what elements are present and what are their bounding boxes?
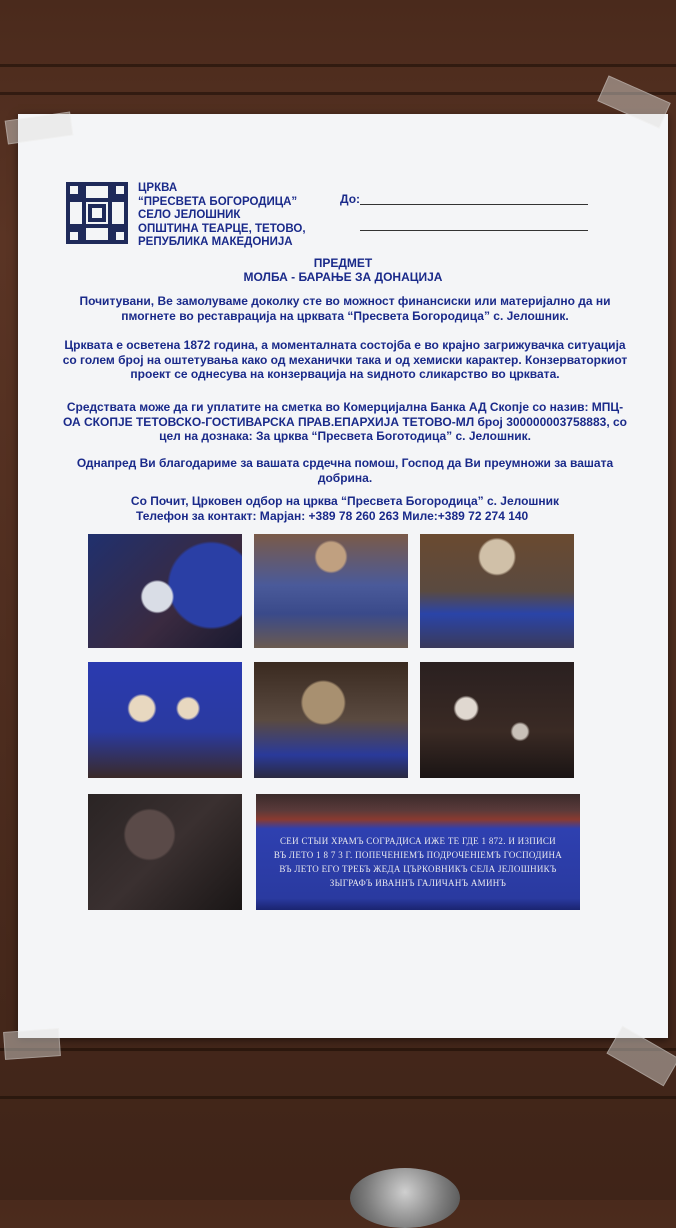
fresco-photo xyxy=(88,662,242,778)
fresco-photo xyxy=(420,662,574,778)
subject-heading: ПРЕДМЕТ xyxy=(313,256,373,270)
recipient-label: До: xyxy=(340,192,361,206)
church-address-line: “ПРЕСВЕТА БОГОРОДИЦА” xyxy=(138,195,298,208)
fresco-photo xyxy=(88,794,242,910)
paragraph-request: Почитувани, Ве замолуваме доколку сте во можност финансиски или материјално да ни пмогнете во реставрација на црквата “Пресвета Богородица” с. Јелошник. xyxy=(79,294,611,323)
door-plank-line xyxy=(0,1048,676,1051)
paragraph-thanks: Однапред Ви благодариме за вашата срдечна помош, Господ да Ви преумножи за вашата добрина. xyxy=(76,456,614,485)
fresco-inscription-photo xyxy=(256,794,580,910)
paragraph-history: Црквата е осветена 1872 година, а моменталната состојба е во крајно загрижувачка ситуација со голем број на оштетувања како од механички така и од хемиски карактер. Конзерваторкиот проект се однесува на конзервација на ѕидното сликарство во црквата. xyxy=(62,338,628,381)
church-address-line: РЕПУБЛИКА МАКЕДОНИЈА xyxy=(138,236,293,248)
fresco-photo xyxy=(254,534,408,648)
inscription-line: ВЪ ЛЕТО 1 8 7 3 Г. ПОПЕЧЕНІЕМЪ ПОДРОЧЕНІЕМЪ ГОСПОДИНА xyxy=(273,850,563,860)
church-logo-icon xyxy=(64,180,130,246)
fresco-photo xyxy=(420,534,574,648)
adhesive-tape xyxy=(3,1028,61,1060)
donation-letter xyxy=(18,114,668,1038)
closing-line: Со Почит, Црковен одбор на црква “Пресвета Богородица” с. Јелошник xyxy=(130,494,560,508)
church-address-line: ЦРКВА xyxy=(138,182,178,194)
door-plank-line xyxy=(0,92,676,95)
door-knob xyxy=(350,1168,460,1228)
door-plank-line xyxy=(0,64,676,67)
contact-line: Телефон за контакт: Марјан: +389 78 260 263 Миле:+389 72 274 140 xyxy=(136,509,529,523)
fresco-photo xyxy=(254,662,408,778)
recipient-line xyxy=(360,204,588,205)
inscription-line: ЗЫГРАФЪ ИВАННЪ ГАЛИЧАНЪ АМИНЪ xyxy=(329,878,507,888)
church-address-line: СЕЛО ЈЕЛОШНИК xyxy=(138,209,241,221)
paragraph-bank-details: Средствата може да ги уплатите на сметка во Комерцијална Банка АД Скопје со назив: МПЦ-ОА СКОПЈЕ ТЕТОВСКО-ГОСТИВАРСКА ПРАВ.ЕПАРХИЈА ТЕТОВО-МЛ број 300000003758883, со цел на дознака: За црква “Пресвета Боготодица” с. Јелошник. xyxy=(62,400,627,443)
subject-title: МОЛБА - БАРАЊЕ ЗА ДОНАЦИЈА xyxy=(243,270,443,284)
church-address xyxy=(138,182,306,250)
inscription-line: ВЪ ЛЕТО ЕГО ТРЕБЪ ЖЕДА ЦЪРКОВНИКЪ СЕЛА ЈЕЛОШНИКЪ xyxy=(279,864,557,874)
recipient-line xyxy=(360,230,588,231)
door-plank-line xyxy=(0,1096,676,1099)
church-address-line: ОПШТИНА ТЕАРЦЕ, ТЕТОВО, xyxy=(138,222,306,235)
inscription-line: СЕИ СТЫИ ХРАМЪ СОГРАДИСА ИЖЕ ТЕ ГДЕ 1 872. И ИЗПИСИ xyxy=(280,836,556,846)
fresco-photo xyxy=(88,534,242,648)
